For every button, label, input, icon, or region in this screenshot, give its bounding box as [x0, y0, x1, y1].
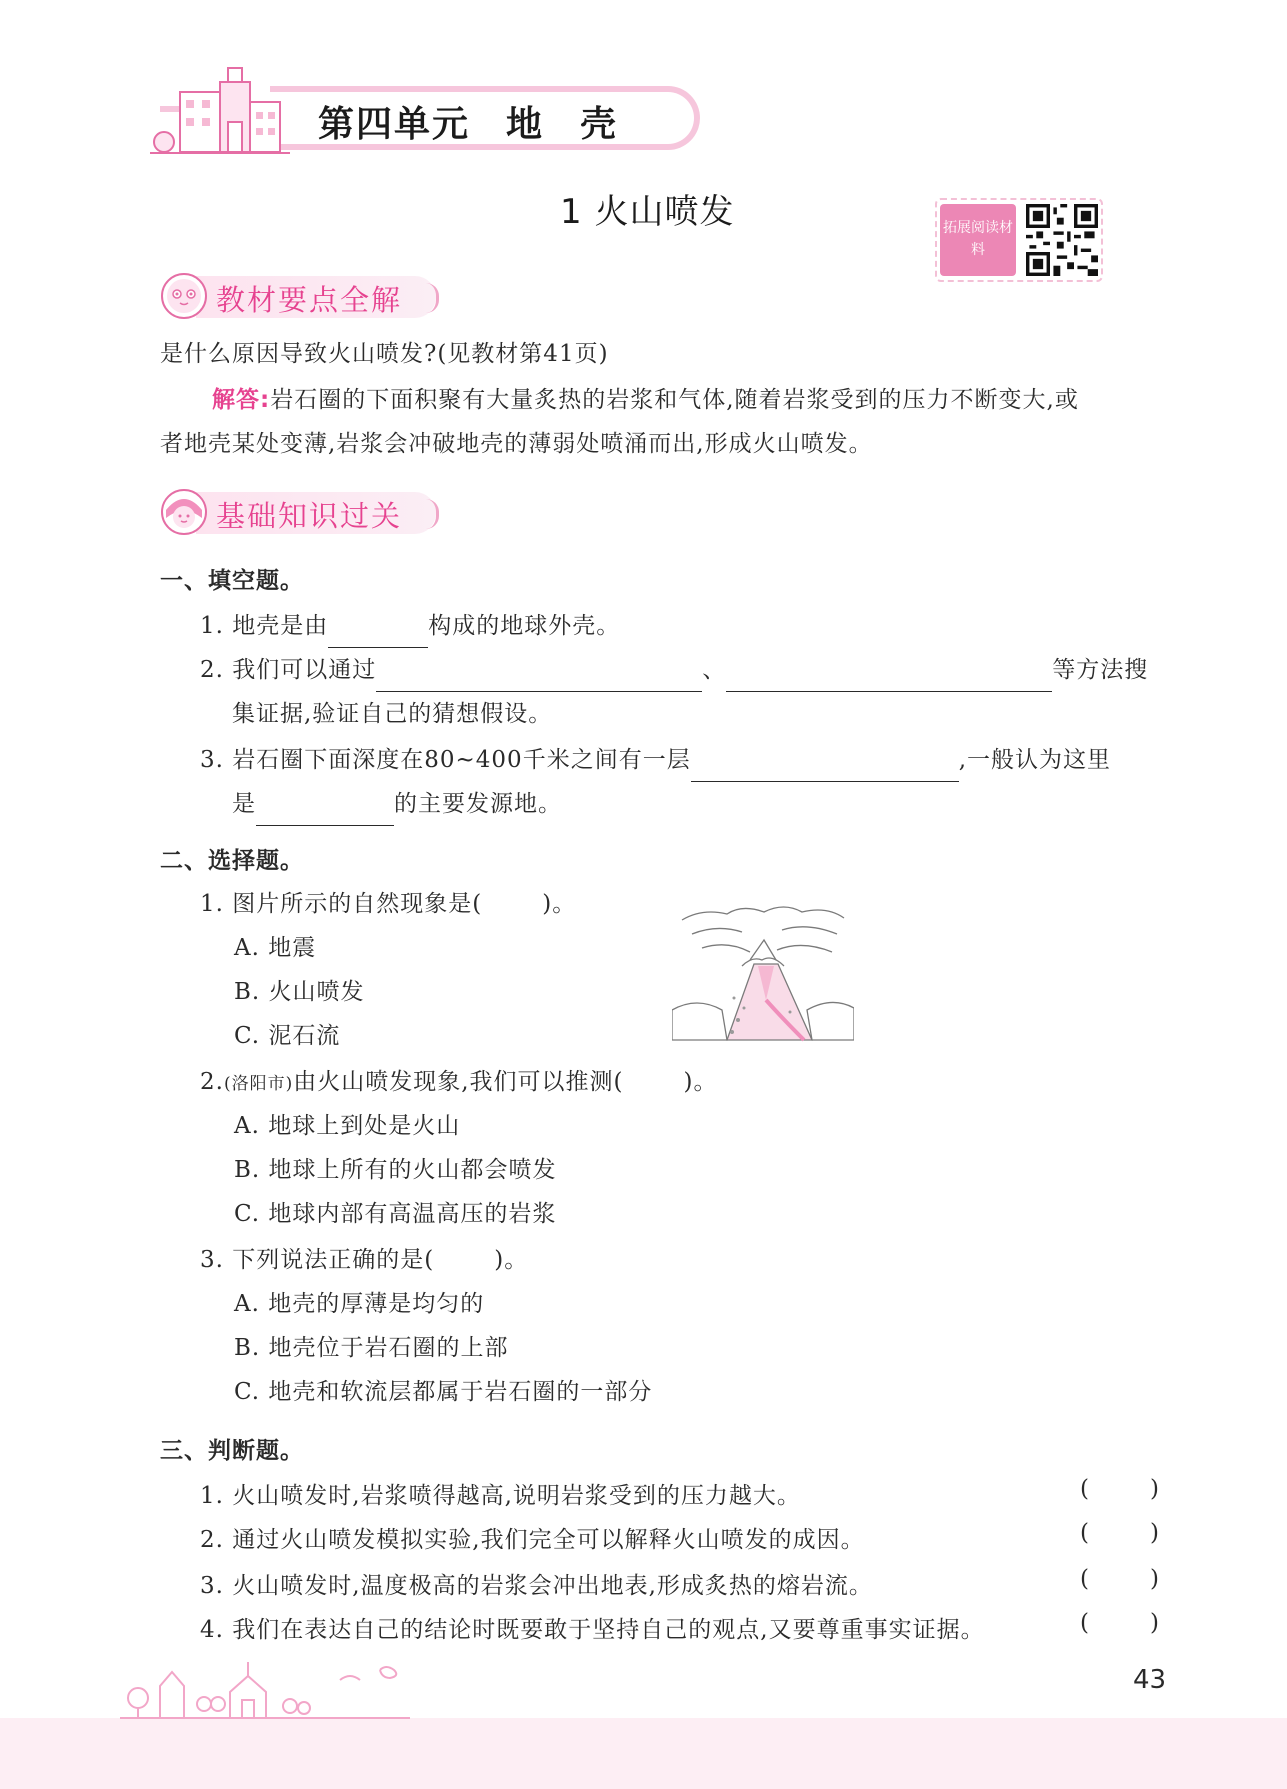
judge-item-3: 3. 火山喷发时,温度极高的岩浆会冲出地表,形成炙热的熔岩流。	[200, 1573, 873, 1599]
answer-blank[interactable]	[691, 755, 959, 782]
choice-q3-end: )。	[494, 1247, 529, 1273]
section-key-points-title: 教材要点全解	[216, 283, 403, 317]
owl-mascot-icon	[160, 272, 208, 320]
key-point-question: 是什么原因导致火山喷发?(见教材第41页)	[160, 341, 609, 367]
choice-q1-text: 1. 图片所示的自然现象是(	[200, 891, 483, 917]
judge-item-2: 2. 通过火山喷发模拟实验,我们完全可以解释火山喷发的成因。	[200, 1527, 865, 1553]
fill-blank-q3	[200, 738, 1111, 782]
unit-title-char-1: 地	[506, 103, 545, 145]
answer-blank[interactable]	[376, 665, 702, 692]
fill-blank-q2-prefix: 2. 我们可以通过	[200, 657, 377, 683]
choice-q3-option-c[interactable]: C. 地壳和软流层都属于岩石圈的一部分	[234, 1379, 653, 1405]
footer-band	[0, 1718, 1287, 1789]
choice-q1-option-b[interactable]: B. 火山喷发	[234, 979, 365, 1005]
fill-blank-q3-line2-suffix: 的主要发源地。	[394, 791, 562, 817]
town-decoration-icon	[120, 1650, 410, 1720]
answer-blank[interactable]	[256, 799, 394, 826]
judge-answer-close-paren: )	[1150, 1566, 1159, 1592]
judge-answer-close-paren: )	[1150, 1610, 1159, 1636]
lesson-title: 1 火山喷发	[560, 192, 735, 232]
judge-answer-close-paren: )	[1150, 1520, 1159, 1546]
answer-blank[interactable]	[328, 621, 428, 648]
judge-answer-open-paren[interactable]: (	[1080, 1566, 1089, 1592]
school-building-icon	[150, 62, 290, 162]
choice-q2-source: (洛阳市)	[223, 1074, 294, 1094]
choice-q2-option-b[interactable]: B. 地球上所有的火山都会喷发	[234, 1157, 557, 1183]
section-pill-tail	[426, 499, 439, 529]
choice-q3	[200, 1238, 528, 1282]
choice-heading: 二、选择题。	[160, 848, 304, 874]
choice-q3-option-a[interactable]: A. 地壳的厚薄是均匀的	[234, 1291, 485, 1317]
fill-blank-q3-line2-prefix: 是	[232, 791, 256, 817]
fill-blank-q2	[200, 648, 1148, 692]
key-point-answer-line-1	[212, 378, 1079, 422]
fill-blank-q2-continued: 集证据,验证自己的猜想假设。	[232, 701, 553, 727]
fill-blank-q3-continued	[232, 782, 562, 826]
choice-q2	[200, 1060, 718, 1106]
fill-blank-q2-suffix: 等方法搜	[1052, 657, 1149, 683]
choice-q2-number: 2.	[200, 1069, 224, 1095]
qr-label: 拓展阅读材料	[940, 204, 1016, 276]
answer-blank[interactable]	[726, 665, 1052, 692]
choice-q1-option-c[interactable]: C. 泥石流	[234, 1023, 341, 1049]
choice-q2-option-c[interactable]: C. 地球内部有高温高压的岩浆	[234, 1201, 557, 1227]
choice-q1-option-a[interactable]: A. 地震	[234, 935, 317, 961]
volcano-eruption-illustration	[672, 900, 854, 1042]
choice-q1	[200, 882, 576, 926]
choice-q1-end: )。	[542, 891, 577, 917]
choice-q2-text: 由火山喷发现象,我们可以推测(	[293, 1069, 624, 1095]
choice-q3-text: 3. 下列说法正确的是(	[200, 1247, 435, 1273]
fill-blank-q3-prefix: 3. 岩石圈下面深度在80~400千米之间有一层	[200, 747, 691, 773]
judge-answer-open-paren[interactable]: (	[1080, 1520, 1089, 1546]
fill-blank-heading: 一、填空题。	[160, 568, 304, 594]
fill-blank-q3-suffix: ,一般认为这里	[958, 747, 1112, 773]
unit-title-char-2: 壳	[580, 103, 619, 145]
unit-title-number: 第四单元	[318, 103, 471, 145]
choice-q3-option-b[interactable]: B. 地壳位于岩石圈的上部	[234, 1335, 509, 1361]
fill-blank-q1-prefix: 1. 地壳是由	[200, 613, 329, 639]
answer-label: 解答:	[212, 387, 271, 413]
page-number: 43	[1133, 1665, 1167, 1695]
judge-item-1: 1. 火山喷发时,岩浆喷得越高,说明岩浆受到的压力越大。	[200, 1483, 801, 1509]
girl-mascot-icon	[160, 488, 208, 536]
unit-title	[318, 96, 618, 147]
choice-q2-end: )。	[683, 1069, 718, 1095]
key-point-answer-line-2: 者地壳某处变薄,岩浆会冲破地壳的薄弱处喷涌而出,形成火山喷发。	[160, 431, 873, 457]
judge-answer-open-paren[interactable]: (	[1080, 1476, 1089, 1502]
judge-heading: 三、判断题。	[160, 1438, 304, 1464]
section-pill-tail	[426, 283, 439, 313]
fill-blank-q1-suffix: 构成的地球外壳。	[428, 613, 621, 639]
judge-item-4: 4. 我们在表达自己的结论时既要敢于坚持自己的观点,又要尊重事实证据。	[200, 1617, 985, 1643]
qr-code-icon[interactable]	[1026, 204, 1098, 276]
choice-q2-option-a[interactable]: A. 地球上到处是火山	[234, 1113, 461, 1139]
judge-answer-close-paren: )	[1150, 1476, 1159, 1502]
judge-answer-open-paren[interactable]: (	[1080, 1610, 1089, 1636]
fill-blank-q2-sep: 、	[702, 657, 727, 683]
answer-text-1: 岩石圈的下面积聚有大量炙热的岩浆和气体,随着岩浆受到的压力不断变大,或	[270, 387, 1079, 413]
fill-blank-q1	[200, 604, 620, 648]
section-basics-title: 基础知识过关	[216, 499, 403, 533]
